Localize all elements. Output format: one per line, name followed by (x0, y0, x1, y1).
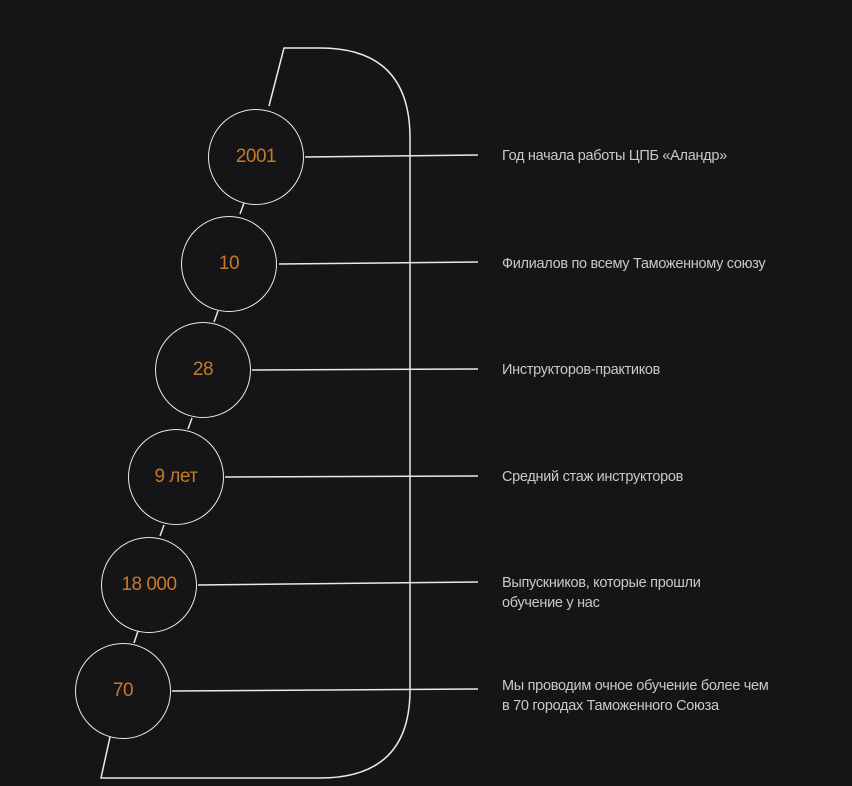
fact-value-circle-6 (75, 643, 171, 739)
connector-6 (172, 689, 478, 691)
fact-value: 9 лет (154, 466, 198, 487)
fact-value: 18 000 (121, 574, 177, 595)
chain-link (214, 311, 218, 322)
fact-value: 10 (218, 253, 240, 274)
chain-link (188, 418, 192, 429)
fact-value: 2001 (235, 146, 277, 167)
connector-4 (225, 476, 478, 477)
fact-value-circle-1 (208, 109, 304, 205)
fact-value: 70 (112, 680, 134, 701)
fact-label-3: Инструкторов-практиков (502, 362, 661, 378)
connector-3 (252, 369, 478, 370)
fact-value-circle-3 (155, 322, 251, 418)
fact-value-circle-5 (101, 537, 197, 633)
fact-value-circle-2 (181, 216, 277, 312)
chain-link (240, 203, 244, 214)
fact-label-1: Год начала работы ЦПБ «Аландр» (502, 148, 727, 164)
fact-label-6: Мы проводим очное обучение более чем в 70 городах Таможенного Союза (502, 678, 769, 714)
chain-link (160, 525, 164, 536)
fact-label-2: Филиалов по всему Таможенному союзу (502, 256, 766, 272)
connector-1 (305, 155, 478, 157)
connector-2 (279, 262, 478, 264)
chain-link (134, 631, 138, 643)
fact-value-circle-4 (128, 429, 224, 525)
fact-value: 28 (192, 359, 214, 380)
fact-label-4: Средний стаж инструкторов (502, 469, 684, 485)
connector-5 (198, 582, 478, 585)
fact-label-5: Выпускников, которые прошли обучение у нас (502, 575, 701, 611)
